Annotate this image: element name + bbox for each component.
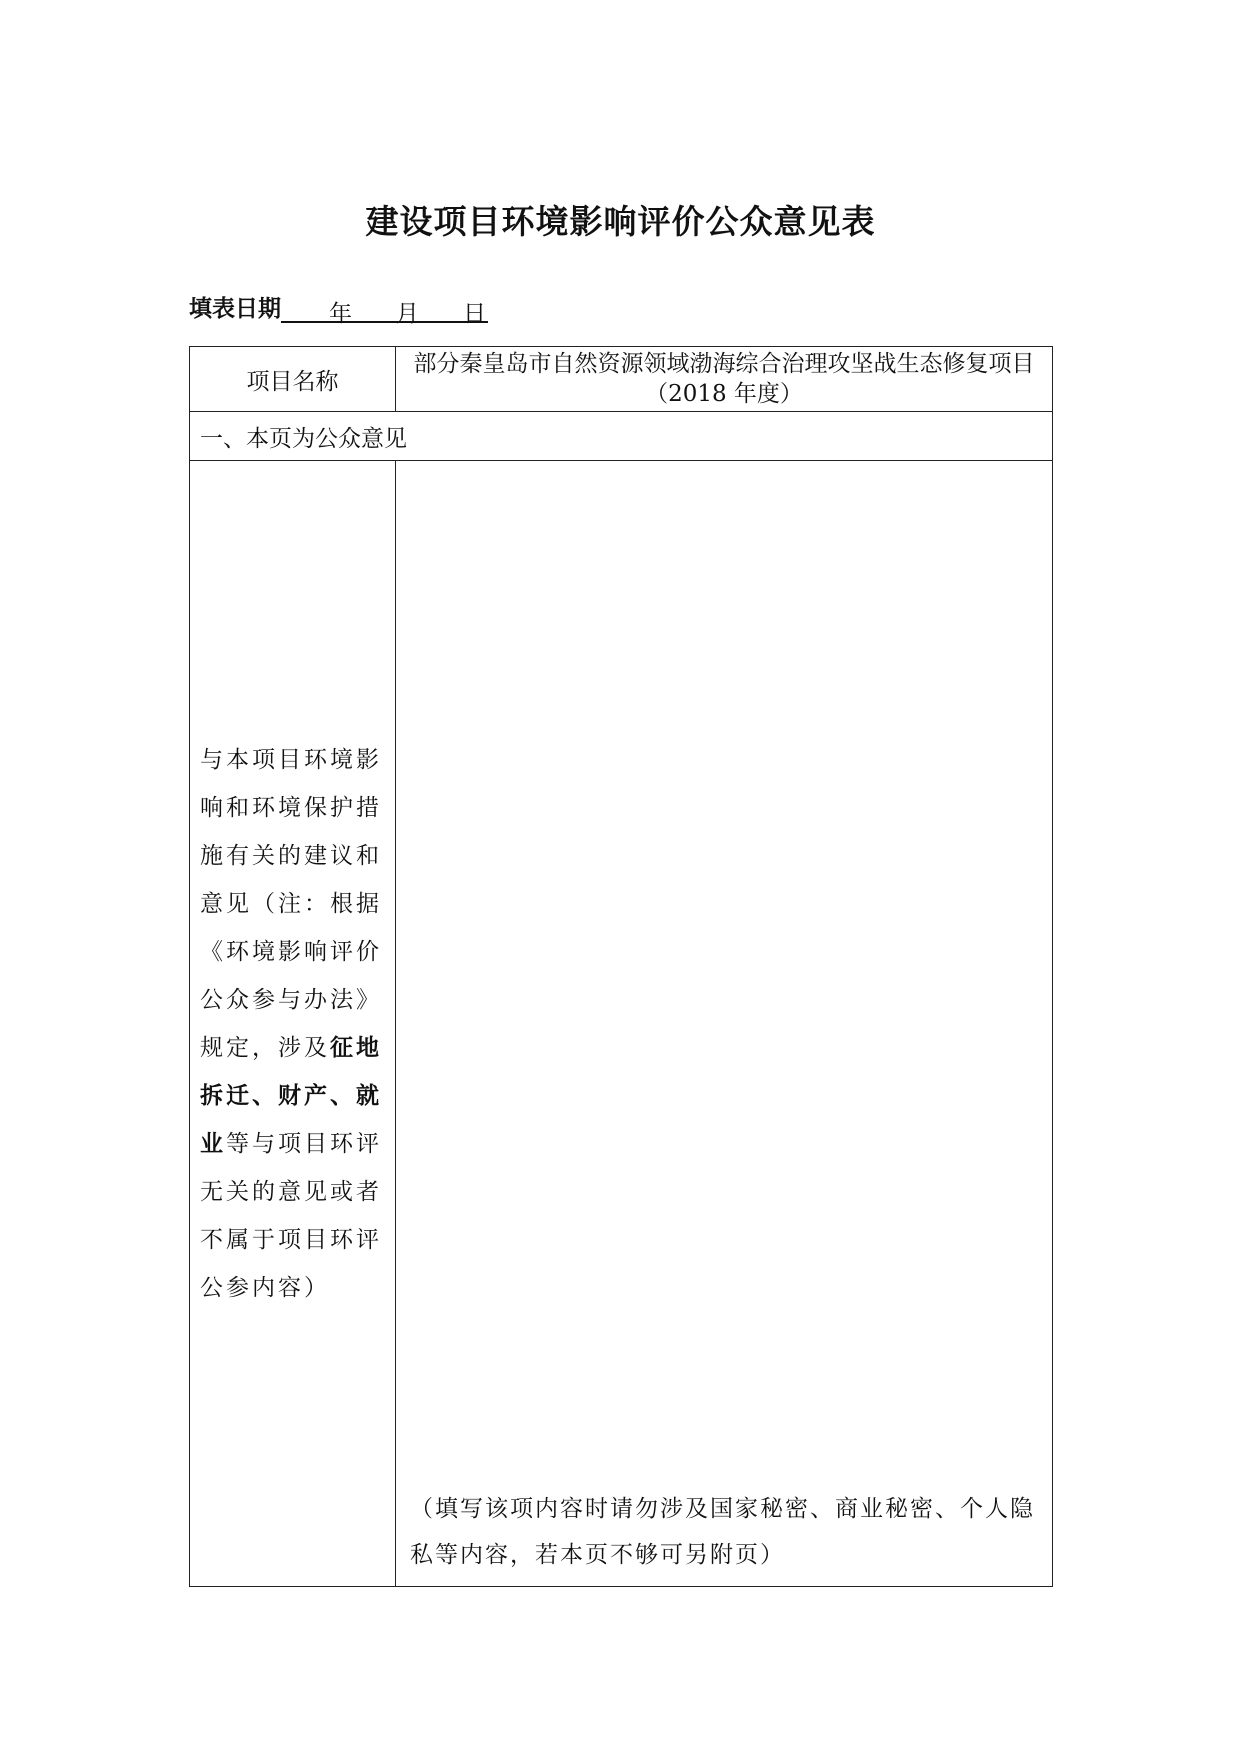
opinion-form-table: [189, 346, 1053, 1587]
opinion-input-area[interactable]: [396, 461, 1052, 1486]
privacy-footnote: （填写该项内容时请勿涉及国家秘密、商业秘密、个人隐私等内容，若本页不够可另附页）: [410, 1496, 1035, 1568]
month-blank[interactable]: [354, 295, 394, 323]
day-unit: 日: [461, 295, 488, 323]
project-name-value: 部分秦皇岛市自然资源领域渤海综合治理攻坚战生态修复项目（2018 年度）: [396, 347, 1053, 412]
day-blank[interactable]: [421, 295, 461, 323]
section-one-heading: 一、本页为公众意见: [190, 412, 1053, 461]
opinion-label-text-2: 等与项目环评无关的意见或者不属于项目环评公参内容）: [200, 1130, 382, 1301]
opinion-input-cell: [396, 461, 1053, 1587]
fill-date-line: [189, 290, 488, 327]
year-unit: 年: [327, 295, 354, 323]
document-title: 建设项目环境影响评价公众意见表: [365, 202, 876, 241]
opinion-label-bold-text: 征地拆迁、财产、就业: [200, 1033, 382, 1157]
project-name-row: [190, 347, 1053, 412]
project-name-label: 项目名称: [190, 347, 396, 412]
opinion-label-text-1: 与本项目环境影响和环境保护措施有关的建议和意见（注：根据《环境影响评价公众参与办法》规定，涉及: [200, 746, 382, 1061]
opinion-label-cell: [190, 461, 396, 1587]
fill-date-label: 填表日期: [189, 295, 281, 322]
opinion-row: [190, 461, 1053, 1587]
year-blank[interactable]: [281, 295, 327, 323]
section-one-row: [190, 412, 1053, 461]
month-unit: 月: [394, 295, 421, 323]
